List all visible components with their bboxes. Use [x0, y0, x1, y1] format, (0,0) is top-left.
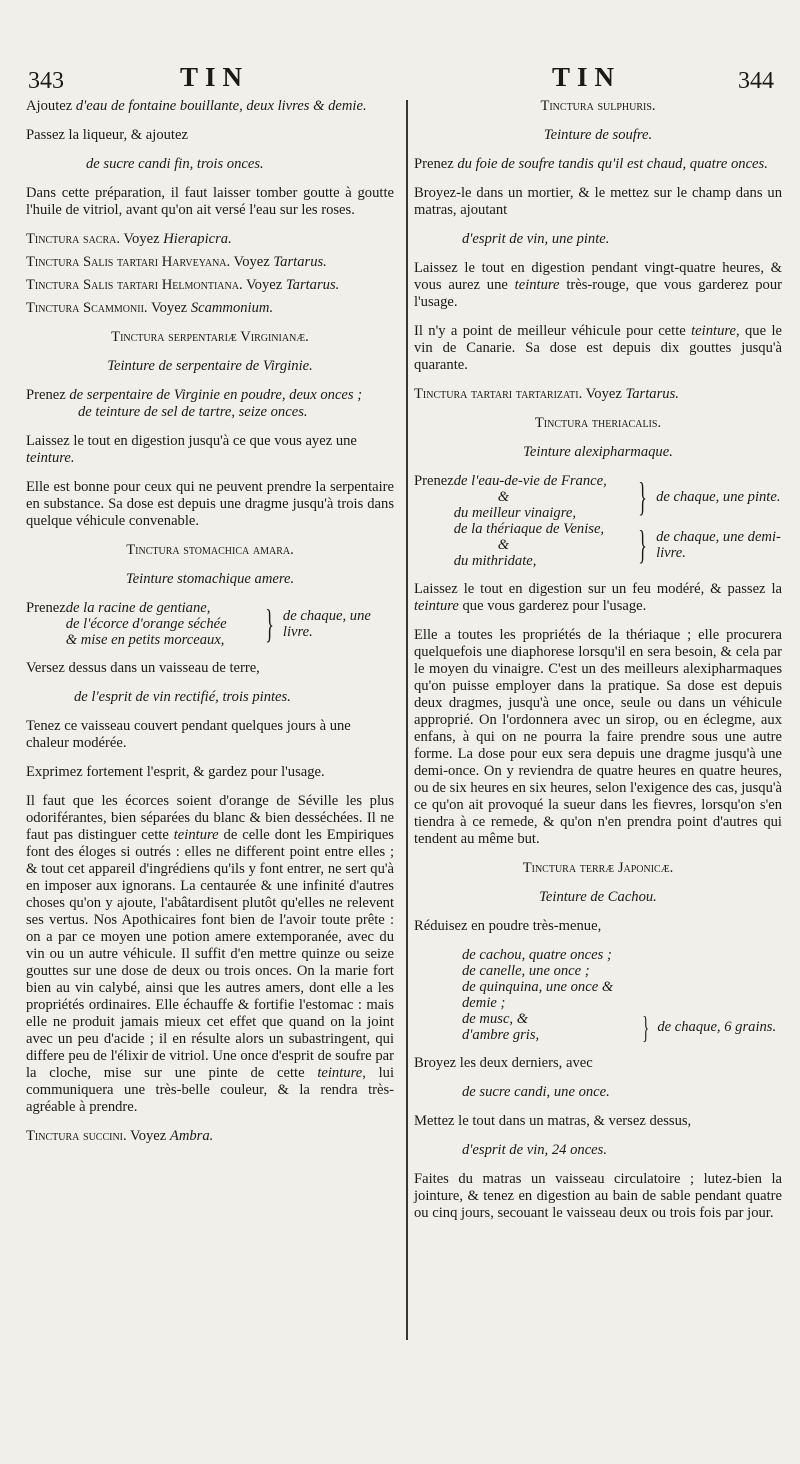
- paragraph: Il faut que les écorces soient d'orange de Séville les plus odoriférantes, bien séparées du blanc & bien desséchées. Il ne faut pas distinguer cette teinture de celle dont les Empiriques font des éloges si outrés : elles ne different point entre elles ; & tout cet appareil d'ingrédiens qu'ils y font entrer, ne sert qu'à en imposer aux ignorans. La centaurée & une infinité d'autres choses qu'on y ajoute, l'abâtardisent plutôt qu'elles ne relevent ses vertus. Nos Apothicaires font bien de l'avoir toute prête : on a par ce moyen une potion amere extemporanée, avec du vin ou un autre véhicule. Il suffit d'en mettre quinze ou seize gouttes sur une dose de deux ou trois onces. On la marie fort bien au vin calybé, ainsi que les autres amers, dont elle a les propriétés ordinaires. Elle échauffe & fortifie l'estomac : mais elle ne produit jamais mieux cet effet que quand on la joint avec un peu d'acide ; il en résulte alors un subastringent, qui differe peu de l'élixir de vitriol. Une once d'esprit de soufre par la cloche, mise sur une pinte de cette teinture, lui communiquera une très-belle couleur, & la rendra très-agréable à prendre.: [26, 793, 395, 1115]
- recipe-line: d'esprit de vin, une pinte.: [462, 231, 610, 247]
- paragraph: Passez la liqueur, & ajoutez: [26, 127, 188, 143]
- paragraph: Il n'y a point de meilleur véhicule pour cette teinture, que le vin de Canarie. Sa dose est depuis dix gouttes jusqu'à quarante.: [414, 323, 782, 373]
- recipe-ingredients: [462, 947, 776, 1043]
- paragraph: Tenez ce vaisseau couvert pendant quelques jours à une chaleur modérée.: [26, 718, 351, 751]
- right-column: [414, 98, 782, 1234]
- recipe-line: de l'esprit de vin rectifié, trois pintes.: [74, 689, 291, 705]
- recipe-ingredients: [26, 600, 393, 648]
- paragraph: Versez dessus dans un vaisseau de terre,: [26, 660, 260, 676]
- brace: }: [264, 601, 274, 646]
- paragraph: Broyez-le dans un mortier, & le mettez sur le champ dans un matras, ajoutant: [414, 185, 782, 218]
- entry-title: Tinctura terræ Japonicæ.: [522, 860, 674, 876]
- paragraph: Broyez les deux derniers, avec: [414, 1055, 593, 1071]
- paragraph: Dans cette préparation, il faut laisser tomber goutte à goutte l'huile de vitriol, avant qu'on ait versé l'eau sur les roses.: [26, 185, 394, 218]
- brace: }: [642, 1009, 650, 1045]
- entry-title: Tinctura theriacalis.: [534, 415, 662, 431]
- left-running-head: TIN: [180, 62, 250, 92]
- paragraph: Elle a toutes les propriétés de la thériaque ; elle procurera quelquefois une diaphorese lorsqu'il en sera besoin, & cela par le moyen du vinaigre. C'est un des meilleurs alexipharmaques qu'on puisse employer dans la pratique. Sa dose est depuis deux dragmes, jusqu'à une once, seule ou dans un véhicule approprié. On l'ordonnera avec un sirop, ou en éclegme, aux enfans, à qui on ne pourra la faire prendre sous une autre forme. La dose pour eux sera depuis une dragme jusqu'à une demi-once. On y reviendra de quatre heures en quatre heures, ou de six heures en six heures, selon l'exigence des cas, jusqu'à ce qu'on ait provoqué la sueur dans les fievres, lorsqu'on s'en tiendra à ce remede, & qu'on n'en prendra point d'autres qui tendent au même but.: [414, 627, 782, 847]
- ingredient-list: de musc, & d'ambre gris,: [462, 1011, 540, 1043]
- entry-subtitle: Teinture alexipharmaque.: [523, 444, 673, 460]
- paragraph: Mettez le tout dans un matras, & versez dessus,: [414, 1113, 692, 1129]
- recipe-line: de sucre candi fin, trois onces.: [86, 156, 264, 172]
- cross-reference: Tinctura sacra. Voyez Hierapicra.: [26, 231, 232, 247]
- cross-reference: Tinctura tartari tartarizati. Voyez Tartarus.: [414, 386, 679, 402]
- cross-reference: Tinctura succini. Voyez Ambra.: [26, 1128, 214, 1144]
- brace: }: [638, 522, 647, 567]
- entry-title: Tinctura sulphuris.: [540, 98, 656, 114]
- paragraph: Laissez le tout en digestion jusqu'à ce que vous ayez une teinture.: [26, 433, 357, 466]
- brace: }: [638, 474, 647, 519]
- paragraph: Exprimez fortement l'esprit, & gardez pour l'usage.: [26, 764, 325, 780]
- ingredient-list: de la thériaque de Venise, & du mithridate,: [453, 521, 605, 569]
- cross-reference: Tinctura Scammonii. Voyez Scammonium.: [26, 300, 274, 316]
- recipe-verb: Prenez: [414, 473, 454, 489]
- paragraph: Laissez le tout en digestion sur un feu modéré, & passez la teinture que vous garderez pour l'usage.: [414, 581, 782, 614]
- right-page-number: 344: [738, 68, 774, 94]
- recipe-line: d'esprit de vin, 24 onces.: [462, 1142, 607, 1158]
- cross-reference: Tinctura Salis tartari Harveyana. Voyez Tartarus.: [26, 254, 327, 270]
- entry-subtitle: Teinture de Cachou.: [539, 889, 657, 905]
- right-running-head: TIN: [552, 62, 622, 92]
- entry-subtitle: Teinture de soufre.: [543, 127, 653, 143]
- left-column: [26, 98, 394, 1157]
- paragraph: Réduisez en poudre très-menue,: [414, 918, 602, 934]
- entry-subtitle: Teinture stomachique amere.: [125, 571, 295, 587]
- recipe-line: de teinture de sel de tartre, seize onces.: [78, 404, 308, 420]
- paragraph: Ajoutez d'eau de fontaine bouillante, deux livres & demie.: [26, 98, 367, 114]
- column-divider: [406, 100, 408, 1340]
- entry-subtitle: Teinture de serpentaire de Virginie.: [107, 358, 313, 374]
- recipe-verb: Prenez: [26, 600, 66, 616]
- entry-title: Tinctura stomachica amara.: [126, 542, 294, 558]
- paragraph: Laissez le tout en digestion pendant vingt-quatre heures, & vous aurez une teinture très-rouge, que vous garderez pour l'usage.: [414, 260, 782, 310]
- recipe-line: Prenez du foie de soufre tandis qu'il est chaud, quatre onces.: [414, 156, 768, 172]
- ingredient-dose: de chaque, une demi-livre.: [656, 529, 781, 561]
- recipe-line: Prenez de serpentaire de Virginie en poudre, deux onces ;: [26, 387, 363, 403]
- ingredient-dose: de chaque, 6 grains.: [657, 1019, 777, 1035]
- recipe-ingredients: [414, 473, 782, 569]
- paragraph: Faites du matras un vaisseau circulatoire ; lutez-bien la jointure, & tenez en digestion au bain de sable pendant quatre ou cinq jours, secouant le vaisseau deux ou trois fois par jour.: [414, 1171, 782, 1221]
- running-header: [0, 58, 800, 98]
- entry-title: Tinctura serpentariæ Virginianæ.: [111, 329, 309, 345]
- ingredient-list: de cachou, quatre onces ; de canelle, une once ; de quinquina, une once & demie ;: [462, 947, 614, 1011]
- ingredient-dose: de chaque, une pinte.: [656, 489, 781, 505]
- paragraph: Elle est bonne pour ceux qui ne peuvent prendre la serpentaire en substance. Sa dose est depuis une dragme jusqu'à trois dans quelque véhicule convenable.: [26, 479, 394, 529]
- ingredient-list: de la racine de gentiane, de l'écorce d'orange séchée & mise en petits morceaux,: [65, 600, 227, 648]
- left-page-number: 343: [28, 68, 64, 94]
- ingredient-list: de l'eau-de-vie de France, & du meilleur vinaigre,: [453, 473, 607, 521]
- cross-reference: Tinctura Salis tartari Helmontiana. Voyez Tartarus.: [26, 277, 340, 293]
- ingredient-dose: de chaque, une livre.: [282, 608, 371, 640]
- recipe-line: de sucre candi, une once.: [462, 1084, 610, 1100]
